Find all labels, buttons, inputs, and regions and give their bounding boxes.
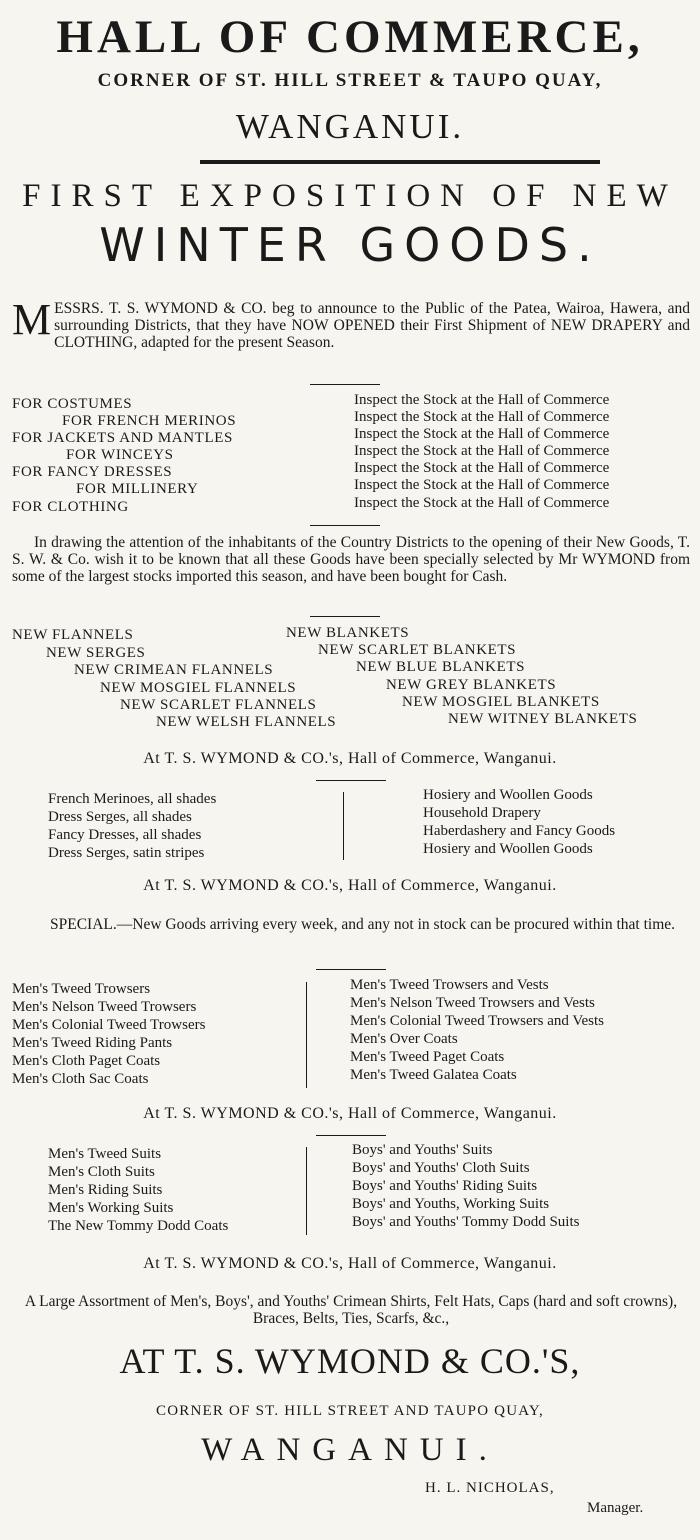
for-item: FOR JACKETS AND MANTLES (12, 430, 233, 446)
suit-item: Boys' and Youths' Tommy Dodd Suits (352, 1214, 580, 1230)
drapery-item: Hosiery and Woollen Goods (423, 841, 593, 857)
flannel-item: NEW SERGES (46, 645, 146, 661)
mens-item: Men's Nelson Tweed Trowsers and Vests (350, 995, 595, 1011)
column-divider (306, 1147, 307, 1235)
column-divider (343, 792, 344, 860)
for-item: FOR CLOTHING (12, 499, 129, 515)
hall-address: CORNER OF ST. HILL STREET & TAUPO QUAY, (97, 70, 603, 91)
assortment-notice: A Large Assortment of Men's, Boys', and Youths' Crimean Shirts, Felt Hats, Caps (hard and soft crowns), Braces, Belts, Ties, Scarfs, &c., (24, 1293, 678, 1327)
hall-town: WANGANUI. (235, 107, 465, 146)
blanket-item: NEW SCARLET BLANKETS (318, 642, 517, 658)
special-notice: SPECIAL.—New Goods arriving every week, and any not in stock can be procured within that time. (50, 916, 676, 933)
mens-item: Men's Cloth Paget Coats (12, 1053, 161, 1069)
footer-town: WANGANUI. (201, 1432, 499, 1468)
mens-item: Men's Tweed Paget Coats (350, 1049, 505, 1065)
drapery-item: Haberdashery and Fancy Goods (423, 823, 616, 839)
divider (316, 1135, 386, 1136)
for-item: FOR MILLINERY (76, 481, 199, 497)
for-item: FOR FANCY DRESSES (12, 464, 173, 480)
drapery-item: French Merinoes, all shades (48, 791, 217, 807)
manager-title: Manager. (587, 1500, 644, 1516)
inspect-line: Inspect the Stock at the Hall of Commerce (354, 477, 610, 493)
hall-title: HALL OF COMMERCE, (56, 11, 644, 63)
divider (310, 384, 380, 385)
inspect-line: Inspect the Stock at the Hall of Commerce (354, 495, 610, 511)
footer-address: CORNER OF ST. HILL STREET AND TAUPO QUAY, (156, 1403, 544, 1419)
suit-item: Boys' and Youths, Working Suits (352, 1196, 550, 1212)
wymond-line: At T. S. WYMOND & CO.'s, Hall of Commerce, Wanganui. (143, 750, 557, 767)
blanket-item: NEW WITNEY BLANKETS (448, 711, 638, 727)
flannel-item: NEW SCARLET FLANNELS (120, 697, 317, 713)
winter-goods-heading: WINTER GOODS. (99, 218, 601, 272)
suit-item: Men's Cloth Suits (48, 1164, 155, 1180)
suit-item: Men's Working Suits (48, 1200, 174, 1216)
flannel-item: NEW WELSH FLANNELS (156, 714, 337, 730)
inspect-line: Inspect the Stock at the Hall of Commerce (354, 392, 610, 408)
column-divider (306, 982, 307, 1088)
inspect-line: Inspect the Stock at the Hall of Commerce (354, 426, 610, 442)
drapery-item: Hosiery and Woollen Goods (423, 787, 593, 803)
flannel-item: NEW CRIMEAN FLANNELS (74, 662, 274, 678)
suit-item: Boys' and Youths' Riding Suits (352, 1178, 538, 1194)
mens-item: Men's Tweed Galatea Coats (350, 1067, 517, 1083)
mens-item: Men's Cloth Sac Coats (12, 1071, 149, 1087)
header-rule (200, 160, 600, 164)
mens-item: Men's Nelson Tweed Trowsers (12, 999, 197, 1015)
suit-item: Boys' and Youths' Cloth Suits (352, 1160, 530, 1176)
drapery-item: Dress Serges, satin stripes (48, 845, 205, 861)
mens-item: Men's Colonial Tweed Trowsers (12, 1017, 206, 1033)
blanket-item: NEW GREY BLANKETS (386, 677, 557, 693)
for-item: FOR WINCEYS (66, 447, 174, 463)
divider (310, 616, 380, 617)
intro-text: ESSRS. T. S. WYMOND & CO. beg to announce to the Public of the Patea, Wairoa, Hawera, and surrounding Districts, that they have NOW OPENED their First Shipment of NEW DRAPERY and CLOTHING, adapted for the present Season. (54, 300, 690, 351)
flannel-item: NEW MOSGIEL FLANNELS (100, 680, 297, 696)
exposition-heading: FIRST EXPOSITION OF NEW (22, 178, 678, 214)
attention-paragraph: In drawing the attention of the inhabitants of the Country Districts to the opening of their New Goods, T. S. W. & Co. wish it to be known that all these Goods have been specially selected by Mr WYMOND from some of the largest stocks imported this season, and have been bought for Cash. (12, 534, 690, 585)
inspect-line: Inspect the Stock at the Hall of Commerce (354, 443, 610, 459)
suit-item: The New Tommy Dodd Coats (48, 1218, 229, 1234)
intro-paragraph (12, 295, 690, 351)
for-item: FOR FRENCH MERINOS (62, 413, 237, 429)
suit-item: Boys' and Youths' Suits (352, 1142, 493, 1158)
suit-item: Men's Riding Suits (48, 1182, 163, 1198)
mens-item: Men's Tweed Trowsers (12, 981, 151, 997)
inspect-line: Inspect the Stock at the Hall of Commerce (354, 460, 610, 476)
suit-item: Men's Tweed Suits (48, 1146, 162, 1162)
blanket-item: NEW BLUE BLANKETS (356, 659, 526, 675)
drop-cap: M (12, 295, 52, 344)
blanket-item: NEW BLANKETS (286, 625, 410, 641)
mens-item: Men's Colonial Tweed Trowsers and Vests (350, 1013, 605, 1029)
footer-wymond: AT T. S. WYMOND & CO.'S, (119, 1341, 581, 1381)
wymond-line: At T. S. WYMOND & CO.'s, Hall of Commerce, Wanganui. (143, 877, 557, 894)
drapery-item: Household Drapery (423, 805, 541, 821)
mens-item: Men's Tweed Riding Pants (12, 1035, 173, 1051)
drapery-item: Dress Serges, all shades (48, 809, 192, 825)
divider (310, 525, 380, 526)
flannel-item: NEW FLANNELS (12, 627, 134, 643)
wymond-line: At T. S. WYMOND & CO.'s, Hall of Commerce, Wanganui. (143, 1255, 557, 1272)
divider (316, 969, 386, 970)
wymond-line: At T. S. WYMOND & CO.'s, Hall of Commerce, Wanganui. (143, 1105, 557, 1122)
blanket-item: NEW MOSGIEL BLANKETS (402, 694, 600, 710)
divider (316, 780, 386, 781)
for-item: FOR COSTUMES (12, 396, 133, 412)
mens-item: Men's Over Coats (350, 1031, 458, 1047)
manager-name: H. L. NICHOLAS, (425, 1480, 555, 1496)
mens-item: Men's Tweed Trowsers and Vests (350, 977, 549, 993)
inspect-line: Inspect the Stock at the Hall of Commerce (354, 409, 610, 425)
drapery-item: Fancy Dresses, all shades (48, 827, 202, 843)
